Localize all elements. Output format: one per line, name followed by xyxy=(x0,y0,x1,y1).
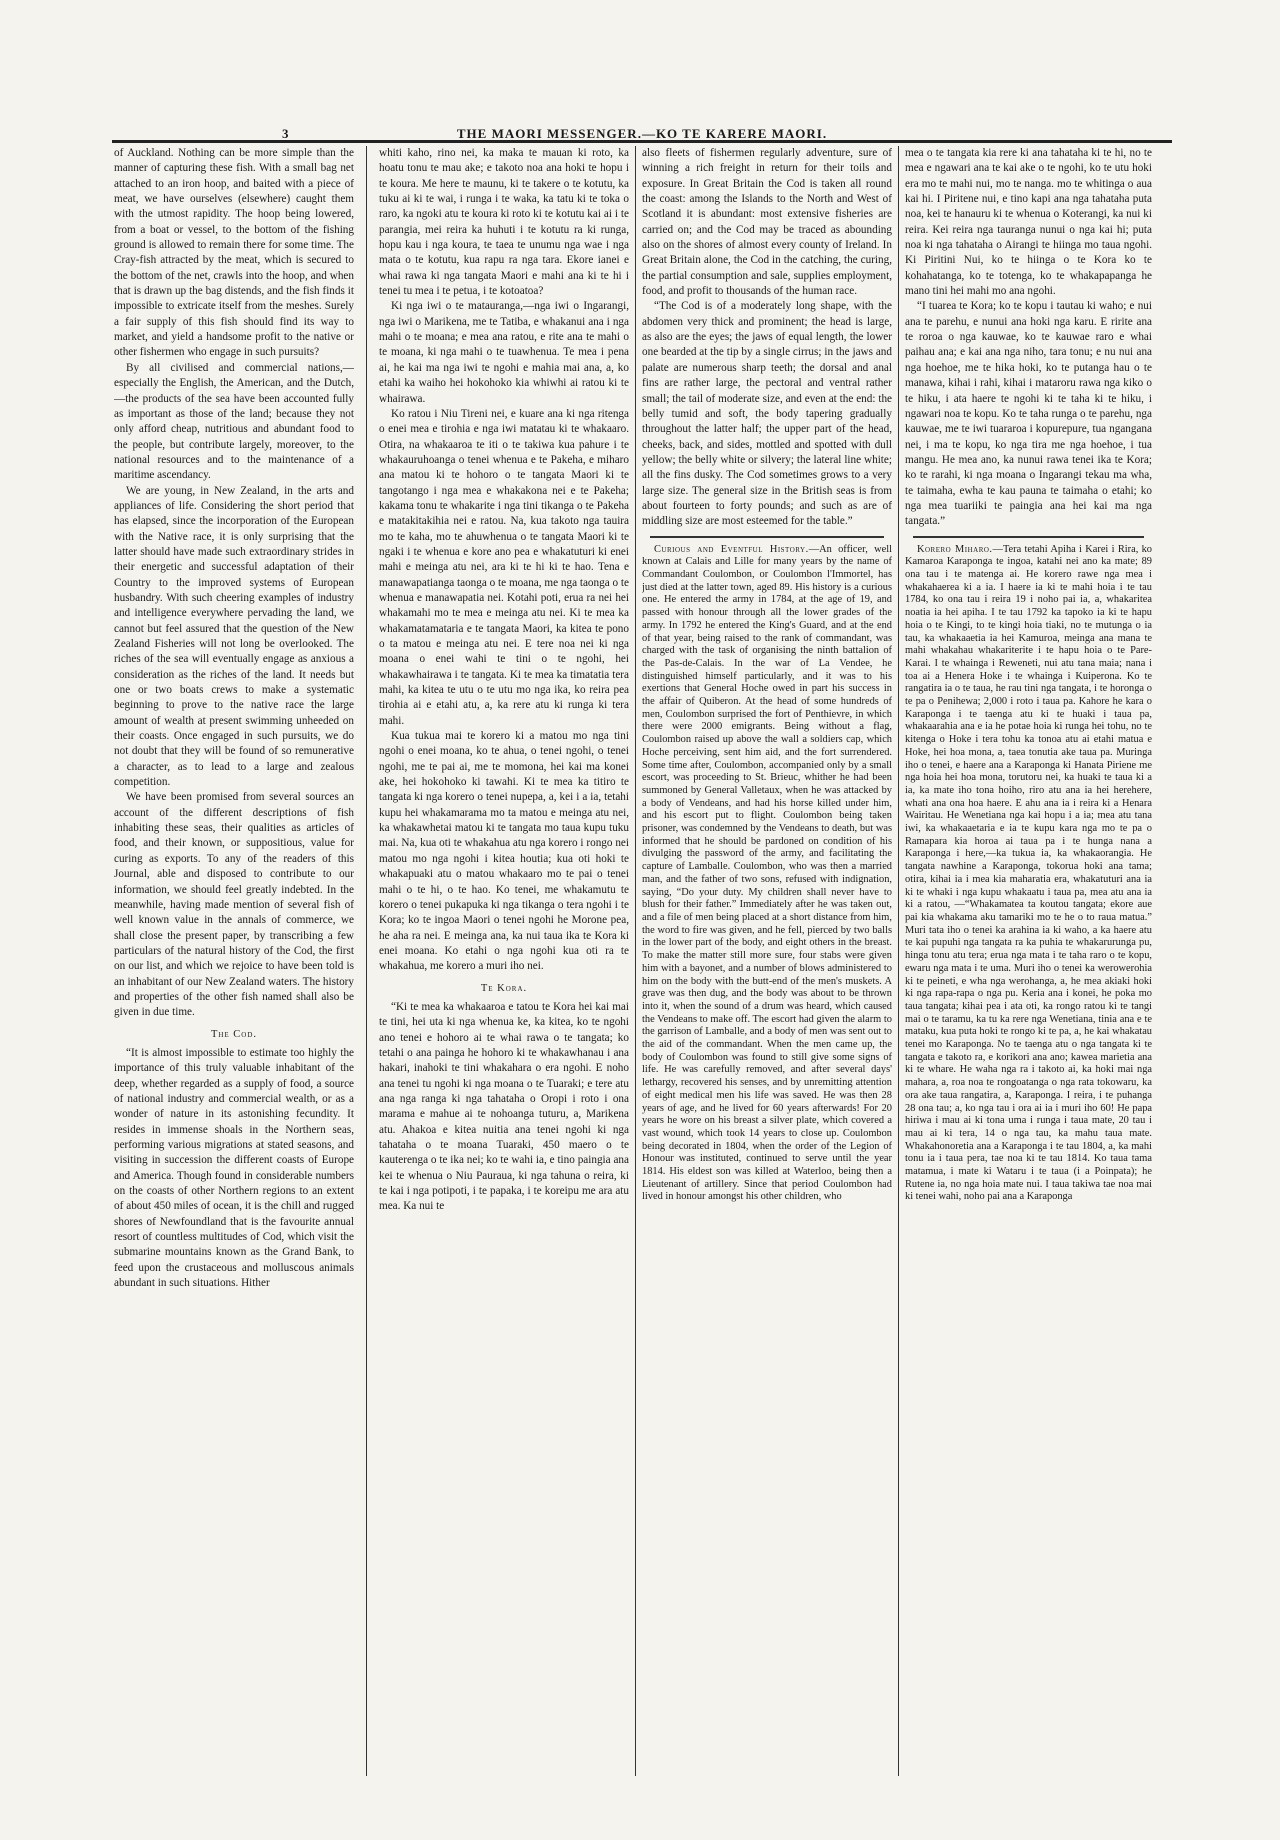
article-separator xyxy=(650,536,884,538)
column-2 xyxy=(379,146,629,1786)
paragraph: “The Cod is of a moderately long shape, with the abdomen very thick and prominent; the head is large, as also are the eyes; the jaws of equal length, the lower one bearded at the tip by a single cirrus; in the jaws and palate are numerous sharp teeth; the dorsal and anal fins are rather large, the pectoral and ventral rather small; the tail of moderate size, and even at the end: the belly tumid and soft, the body tapering gradually throughout the latter half; the upper part of the head, cheeks, back, and sides, mottled and spotted with dull yellow; the belly white or silvery; the lateral line white; all the fins dusky. The Cod sometimes grows to a very large size. The general size in the British seas is from about fourteen to forty pounds; and such as are of middling size are most esteemed for the table.” xyxy=(642,300,892,528)
paragraph: By all civilised and commercial nations,—especially the English, the American, and the Dutch,—the products of the sea have been accounted fully as important as those of the land; because they not only afford cheap, nutritious and abundant food to the people, but contribute largely, moreover, to the national resources and to the maintenance of a maritime ascendancy. xyxy=(114,361,354,482)
article-runin-heading: Curious and Eventful History. xyxy=(654,543,809,555)
column-rule xyxy=(366,146,367,1776)
paragraph xyxy=(642,544,892,1205)
column-1 xyxy=(114,146,354,1786)
paragraph: Ki nga iwi o te matauranga,—nga iwi o Ingarangi, nga iwi o Marikena, me te Tatiba, e whakanui ana i nga mahi o te moana; e mea ana ratou, e rite ana te mahi o te moana, ki nga mahi o te tuawhenua. Te mea i pena ai, he kai ma nga iwi te ngohi e mahia mai ana, a, ko etahi ka waiho hei hokohoko kia whiwhi ai ratou ki te whairawa. xyxy=(379,300,629,405)
article-separator xyxy=(913,536,1144,538)
paragraph xyxy=(905,544,1152,1205)
masthead-rule xyxy=(112,140,1172,143)
paragraph: “Ki te mea ka whakaaroa e tatou te Kora hei kai mai te tini, hei uta ki nga whenua ke, ka kitea, ko te ngohi ano tenei e hohoro ai te whai rawa o te tangata; ko tetahi o ana painga he hohoro ki te whakawhanau i ana hakari, inahoki te tini whakahara o era ngohi. E noho ana tenei tu ngohi ki nga moana o te Tuaraki; e tere atu ana nga ranga ki nga tahataha o Oropi i roto i ona marama e mahue ai te nohoanga tuturu, a, Marikena atu. Ahakoa e kitea nuitia ana tenei ngohi ki nga tahataha o te moana Tuaraki, 450 maero o te kauterenga o te ika nei; ko te wahi ia, e tino paingia ana kei te whenua o Niu Pauraua, ki nga tahuna o reira, ki te kai i nga potipoti, i te papaka, i te koreipu me ara atu mea. Ka nui te xyxy=(379,1000,629,1213)
masthead-title: THE MAORI MESSENGER.—KO TE KARERE MAORI. xyxy=(456,126,828,141)
paragraph: “It is almost impossible to estimate too highly the importance of this truly valuable inhabitant of the deep, whether regarded as a supply of food, a source of national industry and commercial wealth, or as a wonder of nature in its astonishing fecundity. It resides in immense shoals in the Northern seas, performing various migrations at stated seasons, and visiting in succession the different coasts of Europe and America. Though found in considerable numbers on the coasts of other Northern regions to an extent of about 450 miles of ocean, it is the chill and rugged shores of Newfoundland that is the favourite annual resort of countless multitudes of Cod, which visit the submarine mountains known as the Grand Bank, to feed upon the crustaceous and molluscous animals abundant in such situations. Hither xyxy=(114,1046,354,1290)
section-heading: Te Kora. xyxy=(480,982,528,994)
paragraph: mea o te tangata kia rere ki ana tahataha ki te hi, no te mea e ngawari ana te kai ake o te ngohi, ko te utu hoki era mo te mahi nui, mo te nanga. mo te whitinga o aua kai hi. I Piritene nui, e tino kapi ana nga tahataha puta noa, kei te hanauru ki te whenua o Koterangi, ka nui ki reira. Kei reira nga tauranga nunui o nga kai hi; puta noa ki nga tahataha o Airangi te hiinga mo taua ngohi. Ki Piritini Nui, ko te hiinga o te Kora ko te kohahatanga, ko te totenga, ko te whakapapanga he mano tini hei mahi mo ana ngohi. xyxy=(905,147,1152,298)
article-runin-heading: Korero Miharo. xyxy=(917,543,993,555)
paragraph: “I tuarea te Kora; ko te kopu i tautau ki waho; e nui ana te parehu, e nunui ana hoki nga karu. E ririte ana te roroa o nga kauwae, ko te kauwae raro e whai paihau ana; e kai ana nga niho, tara tonu; e nu nui ana nga hoehoe, me te hika hoki, ko te putanga hau o te manawa, kihai i rahi, kihai i mataroru rawa nga kiko o te hiku, i ata haere te ngohi ki te taha ki te hiku, i ngawari noa te kopu. Ko te taha runga o te parehu, nga kauwae, me te iwi tuararoa i kopurepure, tua ngangana nei, i ma te kopu, ko nga tira me nga hoehoe, i tua mangu. He mea ano, ka nunui rawa tenei ika te Kora; ko te rarahi, ki nga moana o Ingarangi tekau ma wha, te taimaha, ewha te kau pauna te taimaha o etahi; ko nga mea tuariiki te paingia ana hei kai ma nga tangata.” xyxy=(905,300,1152,528)
column-3 xyxy=(642,146,892,1786)
paragraph: of Auckland. Nothing can be more simple than the manner of capturing these fish. With a small bag net attached to an iron hoop, and baited with a piece of meat, we have ourselves (elsewhere) caught them with the utmost rapidity. The hoop being lowered, from a boat or vessel, to the bottom of the fishing ground is allowed to remain there for some time. The Cray-fish attracted by the meat, which is secured to the bottom of the net, crawls into the hoop, and when that is drawn up the bag distends, and the fish finds it impossible to extricate itself from the meshes. Surely a fair supply of this fish should find its way to market, and yield a handsome profit to the native or other fishermen who engage in such pursuits? xyxy=(114,147,354,359)
paragraph: also fleets of fishermen regularly adventure, sure of winning a rich freight in return for their toils and exposure. In Great Britain the Cod is taken all round the coast: among the Islands to the North and West of Scotland it is abundant: most extensive fisheries are carried on; and the Cod may be traced as abounding also on the shores of almost every county of Ireland. In Great Britain alone, the Cod in the catching, the curing, the partial consumption and sale, supplies employment, food, and profit to thousands of the human race. xyxy=(642,147,892,298)
paragraph: We have been promised from several sources an account of the different descriptions of fish inhabiting these seas, their qualities as articles of food, and their known, or suppositious, value for curing as exports. To any of the readers of this Journal, able and disposed to contribute to our information, we should feel greatly indebted. In the meanwhile, having made mention of several fish of well known value in the annals of commerce, we shall close the present paper, by transcribing a few particulars of the natural history of the Cod, the first on our list, and which we rejoice to have been told is an inhabitant of our New Zealand waters. The history and properties of the other fish named shall also be given in due time. xyxy=(114,791,354,1019)
article-text: —An officer, well known at Calais and Lille for many years by the name of Commandant Coulombon, or Coulombon l'Immortel, has just died at the latter town, aged 89. His history is a curious one. He entered the army in 1784, at the age of 19, and passed with honour through all the lower grades of the army. In 1792 he entered the King's Guard, and at the end of that year, being raised to the rank of commandant, was charged with the task of organising the ninth battalion of the Pas-de-Calais. In the war of La Vendee, he distinguished himself particularly, and it was to his exertions that General Hoche owed in part his success in the affair of Quiberon. At the head of some hundreds of men, Coulombon surprised the fort of Penthievre, in which there were 2000 emigrants. Being without a flag, Coulombon raised up above the wall a soldiers cap, which Hoche perceiving, sent him aid, and the fort surrendered. Some time after, Coulombon, accompanied only by a small escort, was proceeding to St. Brieuc, whither he had been summoned by General Valletaux, when he was attacked by a body of Vendeans, and had his horse killed under him, and his escort put to flight. Coulombon being taken prisoner, was condemned by the Vendeans to death, but was informed that he should be pardoned on condition of his divulging the password of the army, and facilitating the capture of Lamballe. Coulombon, who was then a married man, and the father of two sons, refused with indignation, saying, “Do your duty. My children shall never have to blush for their father.” Immediately after he was taken out, and a file of men being placed at a short distance from him, the word to fire was given, and he fell, pierced by two balls in the lower part of the body, and eight others in the breast. To make the matter still more sure, four stabs were given him with a bayonet, and a number of blows administered to him on the body with the butt-end of the men's muskets. A grave was then dug, and the body was about to be thrown into it, when the sound of a drum was heard, which caused the Vendeans to make off. The escort had given the alarm to the garrison of Lamballe, and a body of men was sent out to the aid of the commandant. When the men came up, the body of Coulombon was found to still give some signs of life. He was carefully removed, and after several days' lethargy, recovered his senses, and by unremitting attention of eight medical men his life was saved. He was then 28 years of age, and he lived for 60 years afterwards! For 20 years he wore on his breast a silver plate, which covered a vast wound, which took 14 years to close up. Coulombon being decorated in 1804, when the order of the Legion of Honour was instituted, continued to serve until the year 1814. His eldest son was killed at Waterloo, being then a Lieutenant of artillery. Since that period Coulombon had lived in honour amongst his other children, who xyxy=(642,543,892,1203)
page-number: 3 xyxy=(282,126,290,141)
column-rule xyxy=(635,146,636,1776)
column-rule xyxy=(898,146,899,1776)
article-text: —Tera tetahi Apiha i Karei i Rira, ko Kamaroa Karaponga te ingoa, katahi nei ano ka mate; 89 ona tau i te matenga ai. He korero rawe nga mea i whakahaerea ki a ia. I haere ia ki te mahi hoia i te tau 1784, ko ona tau i reira 19 i noho pai ia, a, whakaritea noatia ia hei apiha. I te tau 1792 ka tapoko ia ki te hapu hoia o te Kingi, to te kingi hoia tiaki, no te mutunga o ia tau, ka whakaaetia ia hei Kamuroa, meinga ana mana te mahi whakahau whakariterite i te hapu hoia o te Pare-Karai. I te whainga i Reweneti, nui atu tana maia; nana i toa ai a Henera Hoke i te whainga i Kuiperona. Ko te rangatira ia o te taua, he rau tini nga tangata, i te horonga o te pa o Penihewa; 2,000 i roto i taua pa. Kahore he kara o Karaponga i te taenga atu ki te huaki i taua pa, whakaarahia ana e ia he potae hoia ki runga hei tohu, no te kitenga o Hoke i tera tohu ka tonoa atu ai etahi matua e Hoke, hei hoa mona, a, taea tonutia ake taua pa. Muringa iho o tenei, e haere ana a Karaponga ki Hanata Piriene me nga hoia hei hoa mona, torutoru nei, ka huaki te taua ki a ia, ka mate iho tona hoiho, riro atu ana ia hei herehere, whati ana ona hoa haere. E ahu ana ia i reira ki a Henara Wairitau. He Wenetiana nga kai hopu i a ia; mea atu tana iwi, ka whakaaetaria e ia te kupu kara nga mo te pa o Ramapara kia horoa ai taua pa i te hunga nana a Karaponga i here,—ka tukua ia, ka whakaorangia. He tangata nawhine a Karaponga, tokorua hoki ana tama; otira, kihai ia i mea kia maharatia era, whakatuturi ana ia ki te whaki i nga kupu whakaatu i taua pa, mea atu ana ia ki a ratou, —“Whakamatea ta koutou tangata; ekore aue pai kia whakama aku tamariki mo te he o to raua matua.” Muri tata iho o tenei ka arahina ia ki waho, a ka haere atu te kai pupuhi nga tangata ra ka puhia te whakarurunga pu, hinga tonu atu tera; erua nga mata i te taha raro o te kopu, ewaru nga mata i te uma. Muri iho o tenei ka werowerohia ki te peineti, e wha nga werohanga, a, he mea akiaki hoki ki nga rapa-rapa o nga pu. Keria ana i konei, he poka mo taua tangata; kihai pea i ata oti, ka rongo ratou ki te tangi mai o te taramu, ka tu ka rere nga Wenetiana, tinia ana e te mataku, kua puta hoki te rongo ki te pa, a, he kai whakatau tenei mo Karaponga. No te taenga atu o nga tangata ki te tangata e takoto ra, e korikori ana ano; kawea marietia ana ki te whare. He waha nga ra i takoto ai, ka hoki mai nga mahara, a, roa noa te rongoatanga o nga rata tokowaru, ka ora ake taua rangatira, a, Karaponga. I reira, i te puhanga 28 ona tau; a, ko nga tau i ora ai ia i muri iho 60! He papa hiriwa i mau ai ki tona uma i runga i taua mate, 20 tau i mau ai ki tera, 14 o nga tau, ka mahu taua mate. Whakahonoretia ana a Karaponga i te tau 1804, a, ka mahi tonu ia i taua pera, tae noa ki te tau 1814. Ko taua tama matamua, i mate ki Wataru i te taua (i a Poinpata); he Rutene ia, no nga hoia mate nui. I taua takiwa tae noa mai ki tenei wahi, noho pai ana a Karaponga xyxy=(905,543,1152,1203)
paragraph: Kua tukua mai te korero ki a matou mo nga tini ngohi o enei moana, ko te ahua, o tenei ngohi, o tenei ngohi, me te pai ai, me te momona, hei kai ma konei ake, hei hokohoko ki tawahi. Ki te mea ka titiro te tangata ki nga korero o tenei nupepa, a, kei i a ia, tetahi kupu hei whakamarama mo ta matou e meinga atu nei, ka whakawhetai matou ki te tangata mo taua kupu tuku mai. Na, kua oti te whakahua atu nga korero i rongo nei matou mo nga ngohi i kitea houtia; kua oti hoki te whakapuaki atu o matou whakaaro mo te pai o tenei mahi o te hi, o te hao. Ko tenei, me whakamutu te korero o tenei pukapuka ki nga tikanga o tera ngohi i te Kora; ko te ingoa Maori o tenei ngohi he Morone pea, he aha ra nei. E meinga ana, ka nui taua ika te Kora ki enei moana. Ko etahi o nga ngohi kua oti ra te whakahua, me korero a muri iho nei. xyxy=(379,730,629,973)
paragraph: We are young, in New Zealand, in the arts and appliances of life. Considering the short period that has elapsed, since the incorporation of the European with the Native race, it is only surprising that the latter should have made such extraordinary strides in their energetic and successful adaptation of their Country to the improved systems of European husbandry. With such cheering examples of industry and intelligence everywhere pervading the land, we cannot but feel assured that the question of the New Zealand Fisheries will not long be overlooked. The riches of the sea will eventually engage as anxious a consideration as the riches of the land. It needs but one or two boats crews to make a systematic beginning to prove to the native race the large amount of wealth at present swimming unheeded on their coasts. Once engaged in such pursuits, we do not doubt that they will be found of so remunerative a character, as to lead to a large and zealous competition. xyxy=(114,484,354,789)
paragraph: whiti kaho, rino nei, ka maka te mauan ki roto, ka hoatu tonu te mau ake; e takoto noa ana hoki te hopu i te koura. Me here te maunu, ki te takere o te kotutu, ka tuku ai ki te wai, i runga i te waka, ka tatu ki te toka o raro, ka ngoki atu te koura ki roto ki te kotutu kai ai i te parangia, mei reira ka huhuti i te kotutu ra ki runga, hopu kau i nga koura, te taea te unumu nga wae i nga mata o te kotutu, kua rapu ra nga tara. Ekore ianei e whai rawa ki nga tangata Maori e mahi ana ki te hi i tenei tu mea i te petua, i te kotoatoa? xyxy=(379,147,629,298)
section-heading: The Cod. xyxy=(210,1028,258,1040)
column-4 xyxy=(905,146,1152,1786)
paragraph: Ko ratou i Niu Tireni nei, e kuare ana ki nga ritenga o enei mea e tirohia e nga iwi matatau ki te whakaaro. Otira, na whakaaroa te iti o te takiwa kua pahure i te whakauruhoanga o tenei whenua e te Pakeha, e miharo ana matou ki te hohoro o te tangata Maori ki te tangotango i nga mea e whakakona nei e te Pakeha; kakama tonu te whakarite i nga tini tikanga o te Pakeha e matakitakihia nei e ratou. Na, kua takoto nga tauira mo te kaha, mo te ahuwhenua o te tangata Maori ki te ngaki i te whenua e kore ano pea e whakatuturi ki enei mahi e meinga atu nei, ara ki te hi ki te hao. Tena e manawapatianga taonga o te moana, me nga taonga o te whenua e manawapatia nei. Kotahi poti, erua ra nei hei whakamahi mo te mea e meinga atu nei. Ki te mea ka whakamatamataria e te tangata Maori, ka kitea te pono o ta matou e meinga atu nei. E tere noa nei ki nga moana o enei wahi te tini o te ngohi, hei whakawhairawa i te tangata. Ki te mea ka timatatia tera mahi, ka kitea te utu o te utu mo nga ika, ko reira pea tirohia ai e etahi atu, a, ka rere atu ki runga ki tera mahi. xyxy=(379,407,629,727)
